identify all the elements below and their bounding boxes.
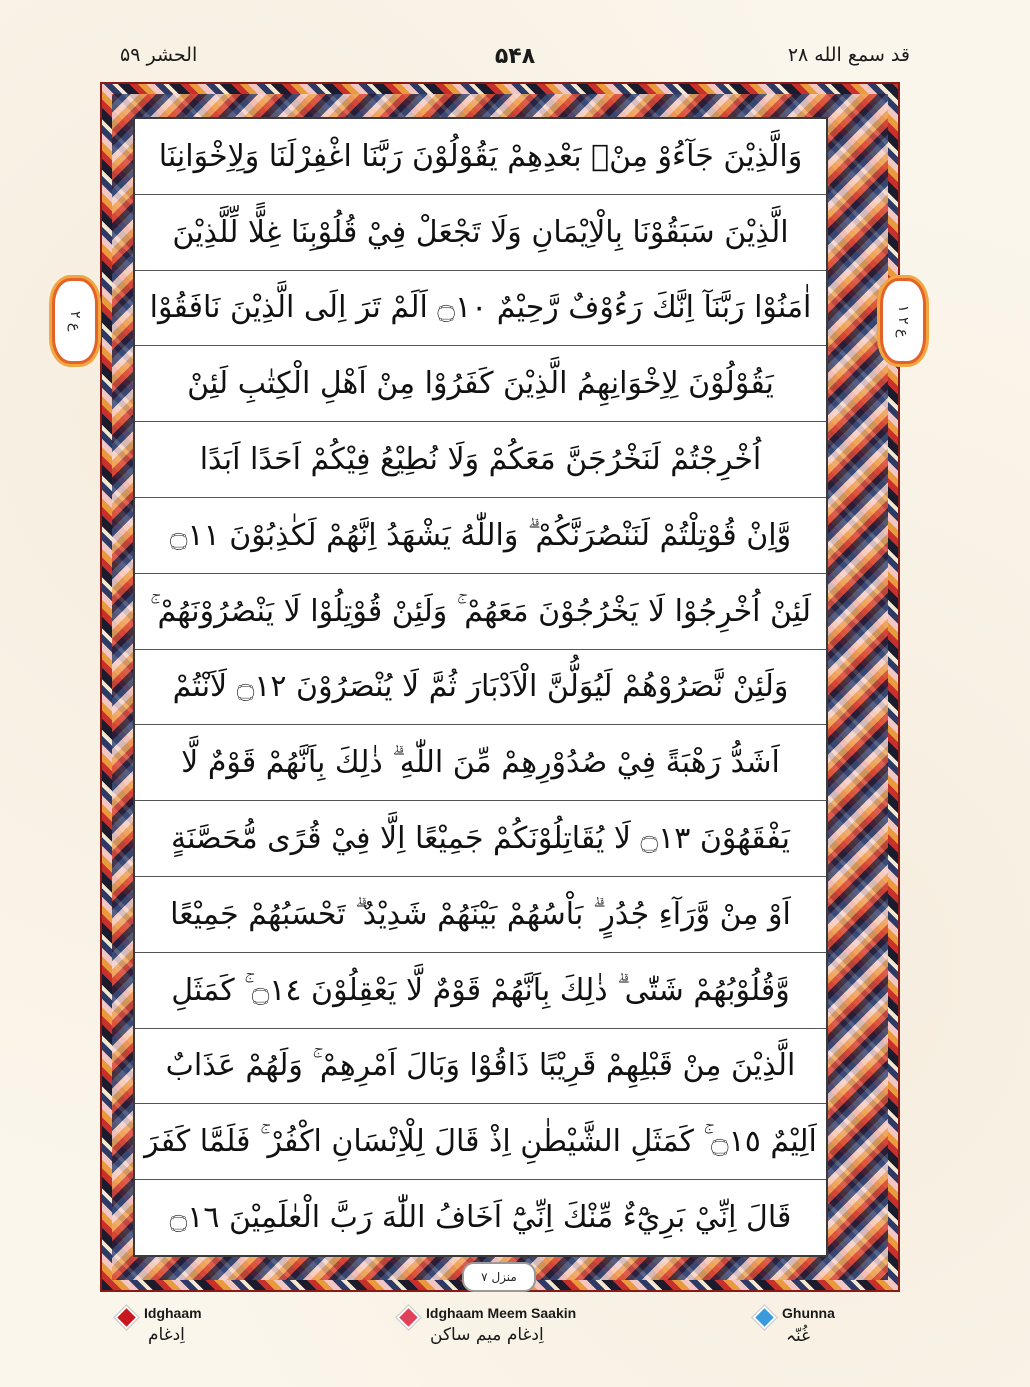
- text-line-14: اَلِيْمٌ ۝١٥ ۚ كَمَثَلِ الشَّيْطٰنِ اِذْ قَالَ لِلْاِنْسَانِ اكْفُرْ ۚ فَلَمَّا كَفَرَ: [135, 1104, 826, 1180]
- text-line-2: الَّذِيْنَ سَبَقُوْنَا بِالْاِيْمَانِ وَلَا تَجْعَلْ فِيْ قُلُوْبِنَا غِلًّا لِّلَّذِيْنَ: [135, 195, 826, 271]
- text-line-5: اُخْرِجْتُمْ لَنَخْرُجَنَّ مَعَكُمْ وَلَا نُطِيْعُ فِيْكُمْ اَحَدًا اَبَدًا: [135, 422, 826, 498]
- text-line-7: لَئِنْ اُخْرِجُوْا لَا يَخْرُجُوْنَ مَعَهُمْ ۚ وَلَئِنْ قُوْتِلُوْا لَا يَنْصُرُوْنَهُمْ ۚ: [135, 574, 826, 650]
- diamond-icon: [396, 1305, 420, 1329]
- text-line-12: وَّقُلُوْبُهُمْ شَتّٰى ۗ ذٰلِكَ بِاَنَّهُمْ قَوْمٌ لَّا يَعْقِلُوْنَ ۝١٤ ۚ كَمَثَلِ: [135, 953, 826, 1029]
- legend-arabic: اِدغام: [148, 1325, 185, 1345]
- diamond-icon: [752, 1305, 776, 1329]
- tajweed-legend: [0, 1305, 1030, 1375]
- legend-label: Ghunna: [782, 1305, 835, 1321]
- legend-arabic: اِدغام میم ساکن: [430, 1325, 544, 1345]
- legend-arabic: غُنّہ: [786, 1326, 810, 1346]
- text-line-13: الَّذِيْنَ مِنْ قَبْلِهِمْ قَرِيْبًا ذَاقُوْا وَبَالَ اَمْرِهِمْ ۚ وَلَهُمْ عَذَابٌ: [135, 1029, 826, 1105]
- text-line-11: اَوْ مِنْ وَّرَآءِ جُدُرٍ ۗ بَاْسُهُمْ بَيْنَهُمْ شَدِيْدٌ ۗ تَحْسَبُهُمْ جَمِيْعًا: [135, 877, 826, 953]
- text-line-6: وَّاِنْ قُوْتِلْتُمْ لَنَنْصُرَنَّكُمْ ۗ وَاللّٰهُ يَشْهَدُ اِنَّهُمْ لَكٰذِبُوْنَ ۝١١: [135, 498, 826, 574]
- text-line-4: يَقُوْلُوْنَ لِاِخْوَانِهِمُ الَّذِيْنَ كَفَرُوْا مِنْ اَهْلِ الْكِتٰبِ لَئِنْ: [135, 346, 826, 422]
- ruku-marker-right: ۱ ع ۲: [880, 278, 926, 364]
- legend-label: Idghaam Meem Saakin: [426, 1305, 577, 1321]
- ruku-marker-left: ع ۲: [52, 278, 98, 364]
- text-line-8: وَلَئِنْ نَّصَرُوْهُمْ لَيُوَلُّنَّ الْاَدْبَارَ ثُمَّ لَا يُنْصَرُوْنَ ۝١٢ لَاَنْتُمْ: [135, 650, 826, 726]
- text-line-1: وَالَّذِيْنَ جَآءُوْ مِنْۢ بَعْدِهِمْ يَقُوْلُوْنَ رَبَّنَا اغْفِرْلَنَا وَلِاِخْوَانِنَا: [135, 119, 826, 195]
- quran-text-box: [133, 117, 828, 1257]
- text-line-10: يَفْقَهُوْنَ ۝١٣ لَا يُقَاتِلُوْنَكُمْ جَمِيْعًا اِلَّا فِيْ قُرًى مُّحَصَّنَةٍ: [135, 801, 826, 877]
- text-line-3: اٰمَنُوْا رَبَّنَآ اِنَّكَ رَءُوْفٌ رَّحِيْمٌ ۝١٠ اَلَمْ تَرَ اِلَى الَّذِيْنَ نَافَقُوْا: [135, 271, 826, 347]
- page-number: ۵۴۸: [494, 44, 536, 69]
- text-line-15: قَالَ اِنِّيْ بَرِيْٓءٌ مِّنْكَ اِنِّيْٓ اَخَافُ اللّٰهَ رَبَّ الْعٰلَمِيْنَ ۝١٦: [169, 1200, 792, 1236]
- page-header: [120, 44, 910, 74]
- manzil-marker: منزل ۷: [462, 1262, 536, 1292]
- legend-label: Idghaam: [144, 1305, 202, 1321]
- surah-label: الحشر ۵۹: [120, 44, 198, 66]
- text-line-9: اَشَدُّ رَهْبَةً فِيْ صُدُوْرِهِمْ مِّنَ اللّٰهِ ۗ ذٰلِكَ بِاَنَّهُمْ قَوْمٌ لَّا: [135, 725, 826, 801]
- juz-label: قد سمع الله ٢٨: [787, 44, 910, 66]
- diamond-icon: [114, 1305, 138, 1329]
